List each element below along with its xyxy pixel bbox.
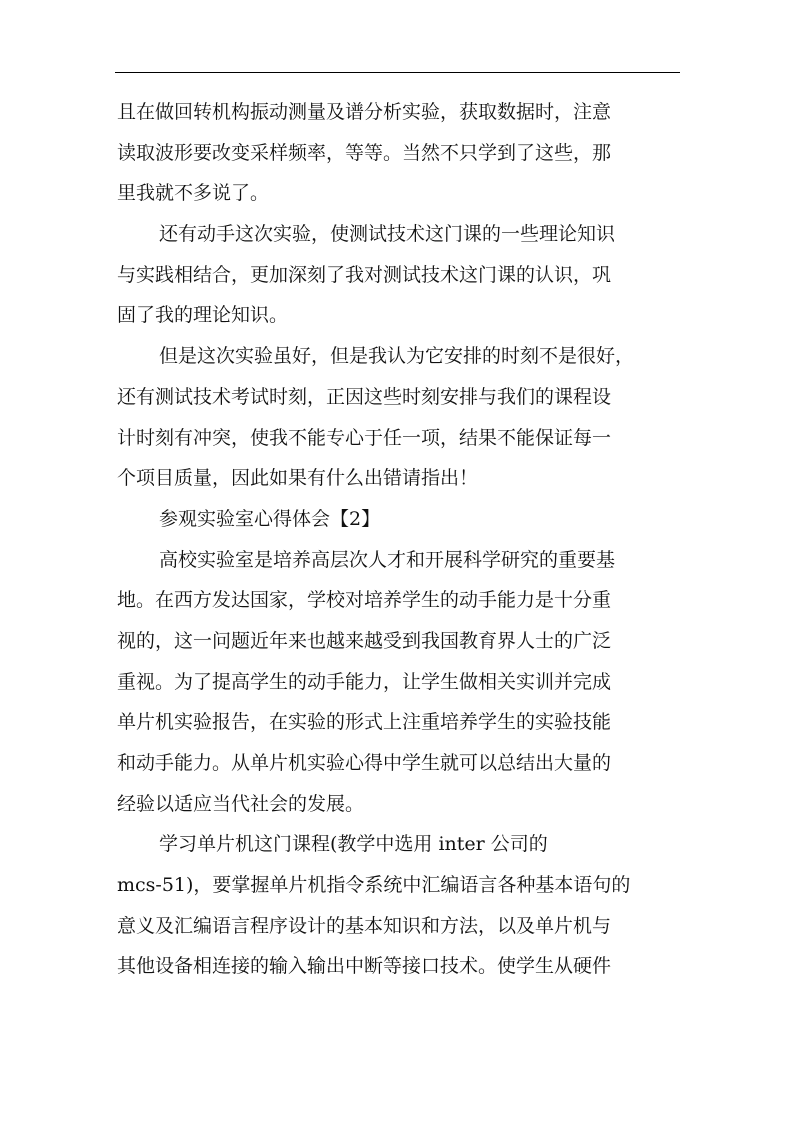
text-line: 与实践相结合，更加深刻了我对测试技术这门课的认识，巩 [117, 263, 612, 286]
body-text [117, 92, 677, 987]
text-line: 意义及汇编语言程序设计的基本知识和方法，以及单片机与 [117, 914, 612, 937]
text-line: 高校实验室是培养高层次人才和开展科学研究的重要基 [159, 548, 616, 571]
text-line: 里我就不多说了。 [117, 182, 270, 205]
text-line: 还有测试技术考试时刻，正因这些时刻安排与我们的课程设 [117, 385, 612, 408]
text-line: 重视。为了提高学生的动手能力，让学生做相关实训并完成 [117, 670, 612, 693]
text-line: 参观实验室心得体会【2】 [159, 507, 381, 530]
text-line: 其他设备相连接的输入输出中断等接口技术。使学生从硬件 [117, 955, 612, 978]
text-line: 但是这次实验虽好，但是我认为它安排的时刻不是很好， [159, 345, 635, 368]
text-line: 个项目质量，因此如果有什么出错请指出！ [117, 467, 479, 490]
text-line: 且在做回转机构振动测量及谱分析实验，获取数据时，注意 [117, 101, 612, 123]
text-line: 还有动手这次实验，使测试技术这门课的一些理论知识 [159, 223, 616, 246]
text-line: 固了我的理论知识。 [117, 304, 289, 327]
text-line: 单片机实验报告，在实验的形式上注重培养学生的实验技能 [117, 711, 612, 734]
text-line: mcs-51)，要掌握单片机指令系统中汇编语言各种基本语句的 [117, 874, 631, 897]
text-line: 读取波形要改变采样频率，等等。当然不只学到了这些，那 [117, 141, 612, 164]
text-line: 地。在西方发达国家，学校对培养学生的动手能力是十分重 [117, 589, 612, 612]
text-line: 学习单片机这门课程(教学中选用 inter 公司的 [159, 833, 548, 856]
text-line: 和动手能力。从单片机实验心得中学生就可以总结出大量的 [117, 752, 612, 774]
text-line: 经验以适应当代社会的发展。 [117, 792, 365, 815]
text-line: 计时刻有冲突，使我不能专心于任一项，结果不能保证每一 [117, 426, 612, 449]
text-line: 视的，这一问题近年来也越来越受到我国教育界人士的广泛 [117, 629, 612, 652]
header-rule [115, 72, 680, 73]
